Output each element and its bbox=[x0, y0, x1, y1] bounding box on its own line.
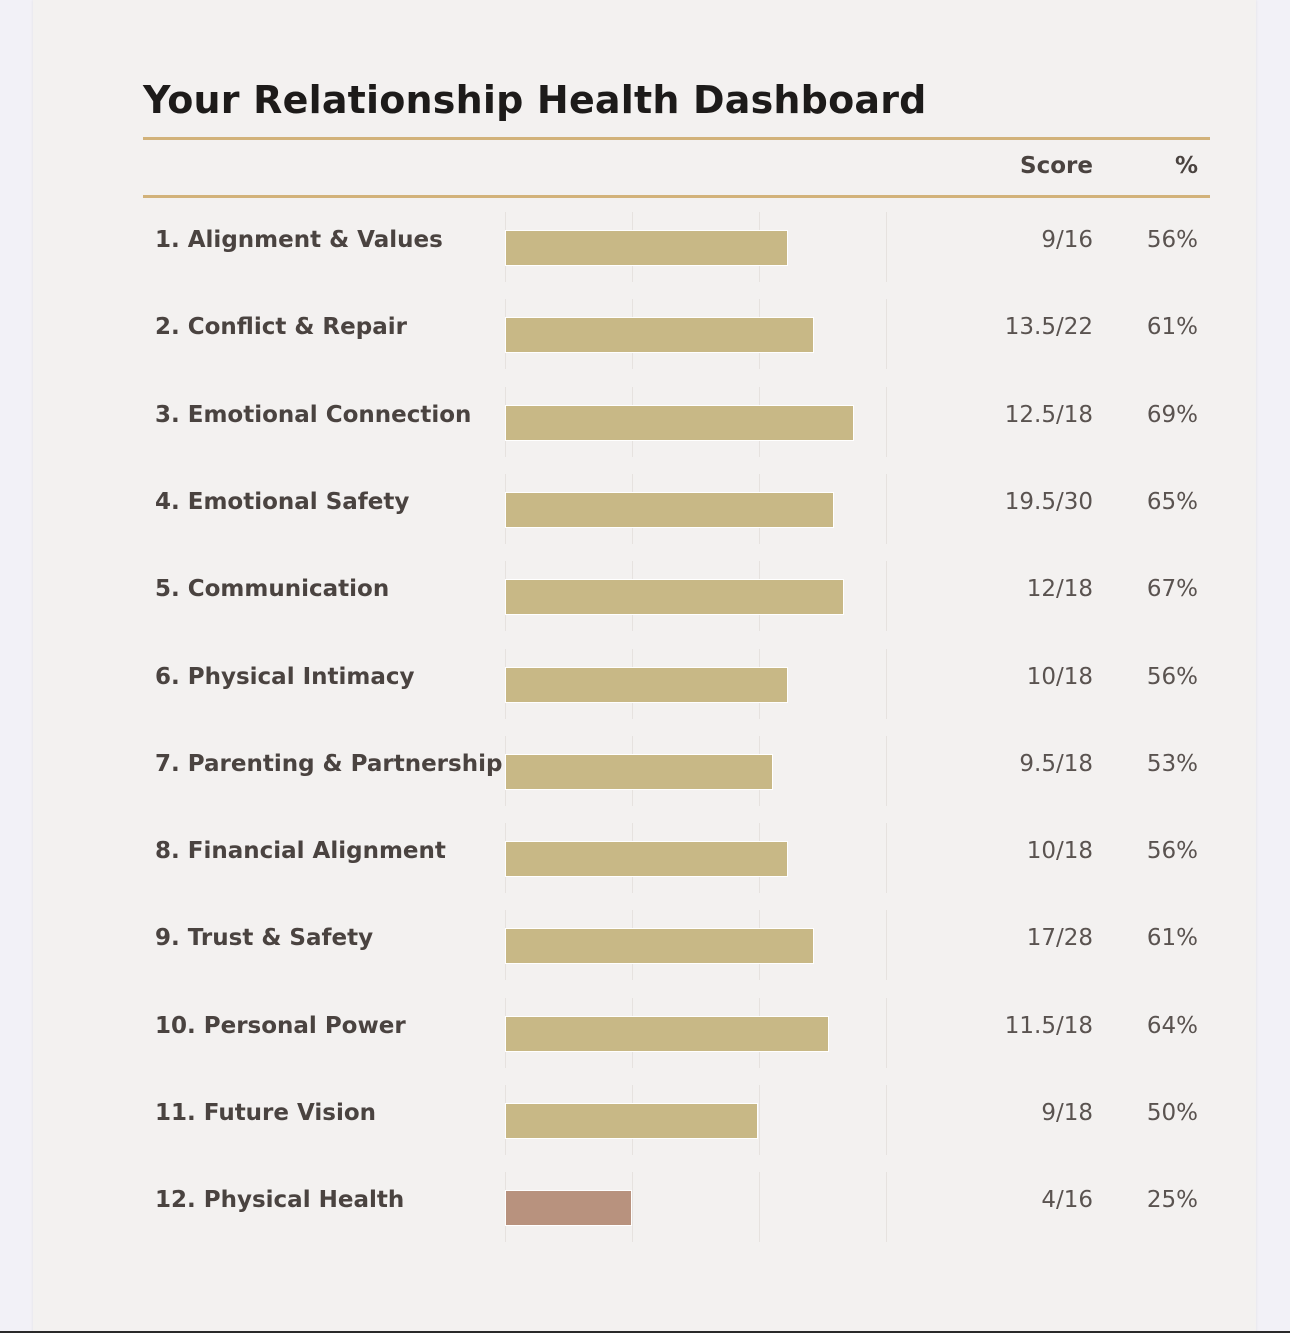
category-label: 8. Financial Alignment bbox=[155, 838, 446, 865]
score-bar bbox=[505, 928, 814, 964]
gridline bbox=[759, 1085, 760, 1155]
category-label: 9. Trust & Safety bbox=[155, 925, 374, 952]
score-value: 9.5/18 bbox=[1019, 750, 1093, 777]
percent-value: 53% bbox=[1146, 750, 1198, 777]
percent-value: 56% bbox=[1146, 227, 1198, 253]
percent-value: 61% bbox=[1146, 314, 1198, 341]
score-bar bbox=[505, 754, 773, 790]
category-label: 7. Parenting & Partnership bbox=[155, 750, 503, 777]
category-label: 11. Future Vision bbox=[155, 1100, 377, 1126]
score-value: 4/16 bbox=[1041, 1187, 1093, 1214]
page-title: Your Relationship Health Dashboard bbox=[143, 78, 927, 122]
category-label: 1. Alignment & Values bbox=[155, 227, 443, 253]
score-value: 12.5/18 bbox=[1004, 401, 1093, 428]
gridline bbox=[886, 474, 887, 544]
category-label: 4. Emotional Safety bbox=[155, 488, 410, 515]
gridline bbox=[886, 998, 887, 1068]
gridline bbox=[886, 823, 887, 893]
score-bar bbox=[505, 405, 854, 441]
score-bar bbox=[505, 1190, 632, 1226]
gridline bbox=[886, 561, 887, 631]
category-label: 5. Communication bbox=[155, 576, 390, 603]
score-value: 17/28 bbox=[1026, 925, 1093, 952]
gridline bbox=[886, 1085, 887, 1155]
percent-value: 64% bbox=[1146, 1012, 1198, 1039]
score-value: 10/18 bbox=[1026, 663, 1093, 690]
category-label: 2. Conflict & Repair bbox=[155, 314, 407, 341]
category-label: 6. Physical Intimacy bbox=[155, 663, 415, 690]
gridline bbox=[759, 1172, 760, 1242]
percent-value: 56% bbox=[1146, 838, 1198, 865]
score-value: 9/16 bbox=[1041, 227, 1093, 253]
score-bar bbox=[505, 579, 844, 615]
percent-column-header: % bbox=[1174, 153, 1198, 179]
score-value: 9/18 bbox=[1041, 1100, 1093, 1126]
score-column-header: Score bbox=[1020, 153, 1093, 179]
score-value: 13.5/22 bbox=[1004, 314, 1093, 341]
gridline bbox=[886, 212, 887, 282]
percent-value: 69% bbox=[1146, 401, 1198, 428]
percent-value: 65% bbox=[1146, 488, 1198, 515]
score-bar bbox=[505, 492, 834, 528]
gridline bbox=[886, 299, 887, 369]
gridline bbox=[886, 387, 887, 457]
score-value: 12/18 bbox=[1026, 576, 1093, 603]
category-label: 12. Physical Health bbox=[155, 1187, 405, 1214]
percent-value: 56% bbox=[1146, 663, 1198, 690]
gridline bbox=[886, 1172, 887, 1242]
percent-value: 50% bbox=[1146, 1100, 1198, 1126]
gridline bbox=[886, 736, 887, 806]
score-value: 11.5/18 bbox=[1004, 1012, 1093, 1039]
score-bar bbox=[505, 317, 814, 353]
score-value: 19.5/30 bbox=[1004, 488, 1093, 515]
gridline bbox=[886, 910, 887, 980]
category-label: 10. Personal Power bbox=[155, 1012, 406, 1039]
score-bar bbox=[505, 230, 788, 266]
score-bar bbox=[505, 667, 788, 703]
percent-value: 67% bbox=[1146, 576, 1198, 603]
gridline bbox=[886, 649, 887, 719]
percent-value: 25% bbox=[1146, 1187, 1198, 1214]
score-bar bbox=[505, 841, 788, 877]
category-label: 3. Emotional Connection bbox=[155, 401, 472, 428]
gridline bbox=[632, 1172, 633, 1242]
percent-value: 61% bbox=[1146, 925, 1198, 952]
score-bar bbox=[505, 1016, 829, 1052]
score-value: 10/18 bbox=[1026, 838, 1093, 865]
score-bar bbox=[505, 1103, 758, 1139]
